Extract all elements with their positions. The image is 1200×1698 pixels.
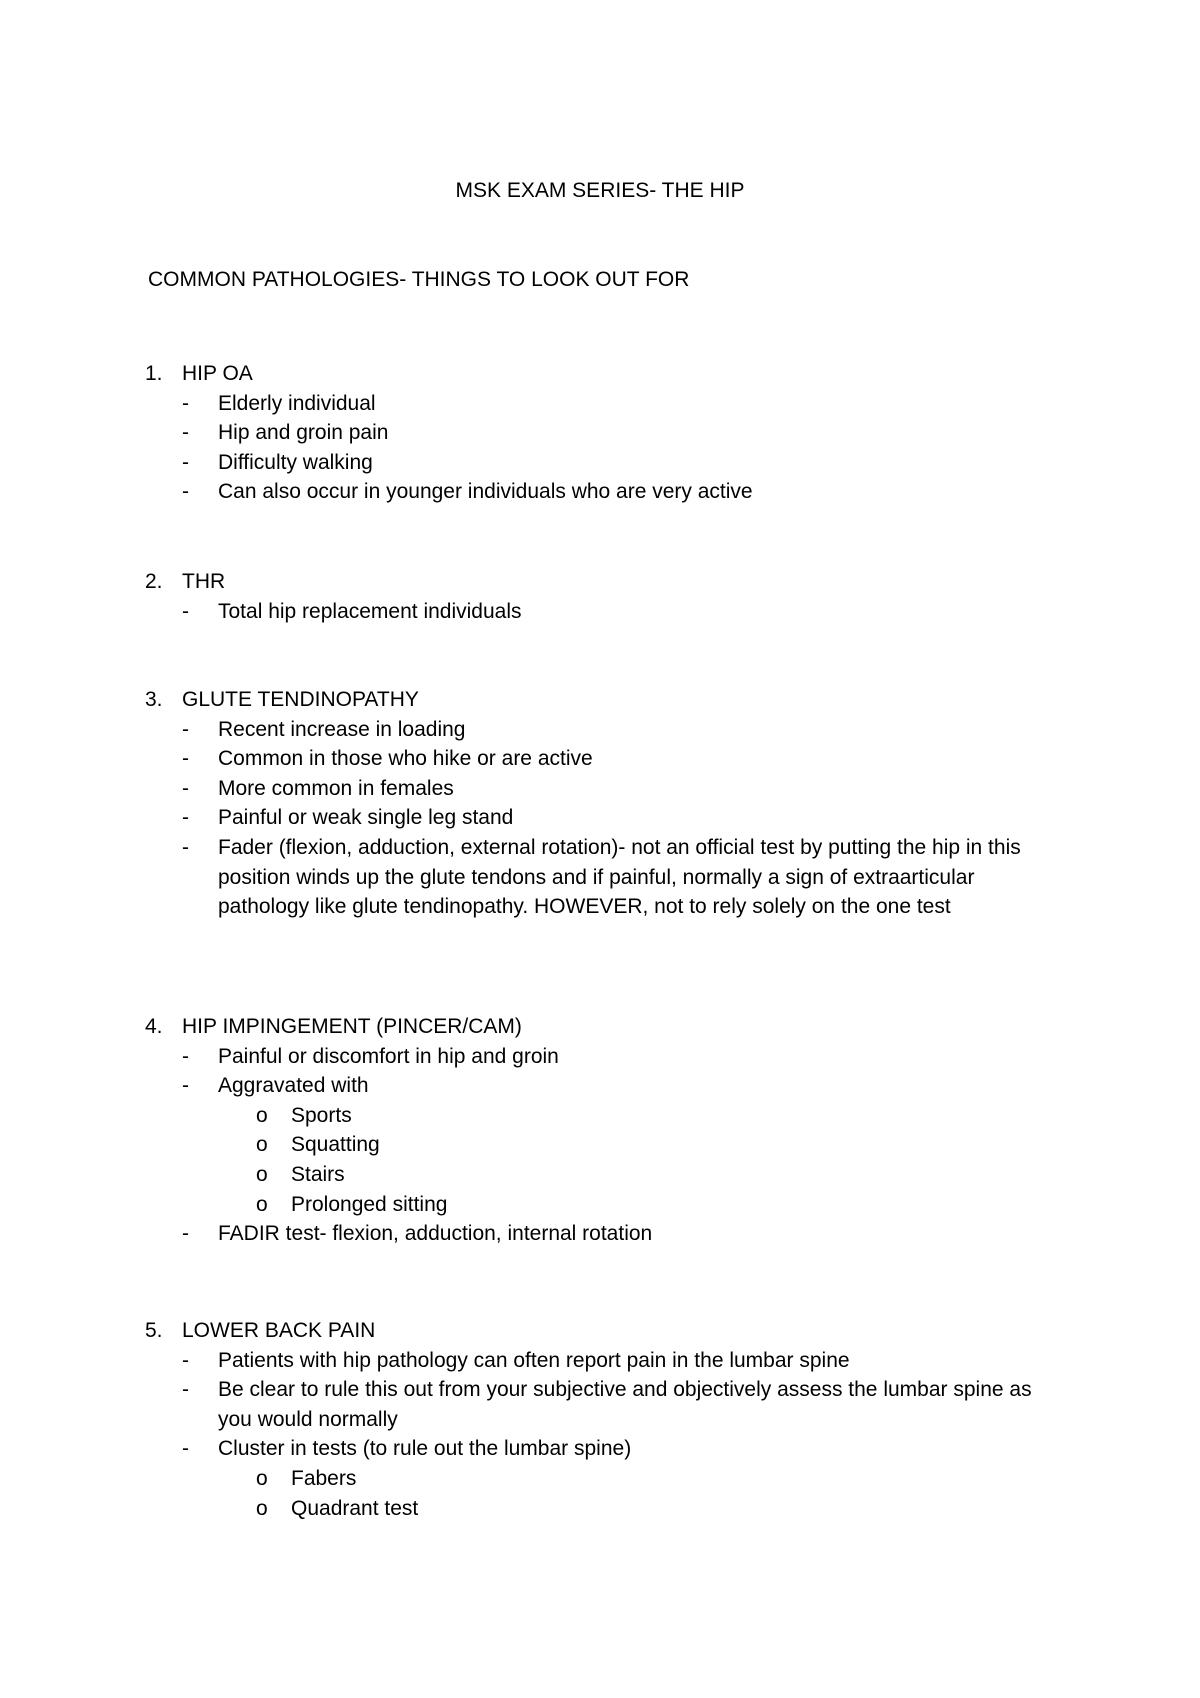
sub-list-item-text: Quadrant test: [291, 1496, 419, 1520]
list-item: [145, 389, 1065, 419]
list-item: [145, 1219, 1065, 1249]
list-item-text: Fader (flexion, adduction, external rotation)- not an official test by putting the hip in this position winds up the glute tendons and if painful, normally a sign of extraarticular pathology like glute tendinopathy. HOWEVER, not to rely solely on the one test: [218, 835, 1021, 919]
dash-bullet-icon: -: [182, 450, 189, 474]
section-number: 5.: [145, 1319, 163, 1342]
list-item-text: Recent increase in loading: [218, 717, 466, 741]
sub-list-item: [145, 1160, 1065, 1190]
dash-bullet-icon: -: [182, 1074, 189, 1098]
list-item: [145, 715, 1065, 745]
section-number: 2.: [145, 570, 163, 593]
list-item-text: Painful or discomfort in hip and groin: [218, 1044, 559, 1068]
list-item-text: FADIR test- flexion, adduction, internal rotation: [218, 1222, 653, 1246]
sub-list-item: [145, 1190, 1065, 1220]
dash-bullet-icon: -: [182, 747, 189, 771]
sub-list-item-text: Stairs: [291, 1162, 345, 1186]
dash-bullet-icon: -: [182, 717, 189, 741]
dash-bullet-icon: -: [182, 806, 189, 830]
sub-list-item: [145, 1464, 1065, 1494]
circle-bullet-icon: o: [256, 1162, 268, 1186]
dash-bullet-icon: -: [182, 835, 189, 859]
circle-bullet-icon: o: [256, 1192, 268, 1216]
list-item-text: Be clear to rule this out from your subjective and objectively assess the lumbar spine as you would normally: [218, 1378, 1032, 1431]
list-item-text: Can also occur in younger individuals who are very active: [218, 480, 753, 504]
list-item-text: Aggravated with: [218, 1074, 369, 1098]
list-item-text: Difficulty walking: [218, 450, 373, 474]
sub-list-item: [145, 1494, 1065, 1524]
sub-list-item: [145, 1130, 1065, 1160]
list-item-text: Elderly individual: [218, 391, 376, 415]
section-heading: [145, 567, 1065, 597]
document-title: MSK EXAM SERIES- THE HIP: [455, 179, 745, 202]
dash-bullet-icon: -: [182, 1378, 189, 1402]
section-lower-back-pain: [145, 1316, 1065, 1523]
dash-bullet-icon: -: [182, 1348, 189, 1372]
section-heading-text: HIP IMPINGEMENT (PINCER/CAM): [182, 1015, 522, 1038]
dash-bullet-icon: -: [182, 1437, 189, 1461]
circle-bullet-icon: o: [256, 1103, 268, 1127]
sub-list-item-text: Squatting: [291, 1133, 380, 1157]
list-item-text: Common in those who hike or are active: [218, 747, 593, 771]
list-item: [145, 1375, 1065, 1434]
list-item: [145, 833, 1065, 922]
list-item: [145, 774, 1065, 804]
list-item-text: Patients with hip pathology can often report pain in the lumbar spine: [218, 1348, 850, 1372]
section-number: 1.: [145, 362, 163, 385]
dash-bullet-icon: -: [182, 421, 189, 445]
section-hip-oa: [145, 359, 1065, 507]
circle-bullet-icon: o: [256, 1133, 268, 1157]
dash-bullet-icon: -: [182, 391, 189, 415]
list-item-text: Hip and groin pain: [218, 421, 389, 445]
list-item: [145, 744, 1065, 774]
section-thr: [145, 567, 1065, 626]
list-item-text: More common in females: [218, 776, 454, 800]
list-item: [145, 597, 1065, 627]
section-number: 4.: [145, 1015, 163, 1038]
dash-bullet-icon: -: [182, 1222, 189, 1246]
section-hip-impingement: [145, 1012, 1065, 1249]
section-heading-text: LOWER BACK PAIN: [182, 1319, 376, 1342]
list-item: [145, 1071, 1065, 1101]
sub-list-item-text: Sports: [291, 1103, 352, 1127]
sub-list-item-text: Prolonged sitting: [291, 1192, 448, 1216]
section-number: 3.: [145, 688, 163, 711]
list-item-text: Cluster in tests (to rule out the lumbar spine): [218, 1437, 632, 1461]
list-item-text: Total hip replacement individuals: [218, 599, 522, 623]
section-heading: [145, 685, 1065, 715]
dash-bullet-icon: -: [182, 480, 189, 504]
circle-bullet-icon: o: [256, 1466, 268, 1490]
list-item: [145, 448, 1065, 478]
list-item: [145, 1346, 1065, 1376]
section-heading: [145, 1316, 1065, 1346]
dash-bullet-icon: -: [182, 776, 189, 800]
list-item-text: Painful or weak single leg stand: [218, 806, 514, 830]
circle-bullet-icon: o: [256, 1496, 268, 1520]
list-item: [145, 418, 1065, 448]
section-heading-text: THR: [182, 570, 226, 593]
section-heading-text: GLUTE TENDINOPATHY: [182, 688, 419, 711]
list-item: [145, 1434, 1065, 1464]
section-heading-text: HIP OA: [182, 362, 253, 385]
list-item: [145, 1042, 1065, 1072]
section-heading: [145, 359, 1065, 389]
document-subtitle: COMMON PATHOLOGIES- THINGS TO LOOK OUT FOR: [148, 268, 690, 291]
list-item: [145, 803, 1065, 833]
section-glute-tendinopathy: [145, 685, 1065, 922]
list-item: [145, 477, 1065, 507]
sub-list-item: [145, 1101, 1065, 1131]
section-heading: [145, 1012, 1065, 1042]
dash-bullet-icon: -: [182, 1044, 189, 1068]
dash-bullet-icon: -: [182, 599, 189, 623]
sub-list-item-text: Fabers: [291, 1466, 357, 1490]
